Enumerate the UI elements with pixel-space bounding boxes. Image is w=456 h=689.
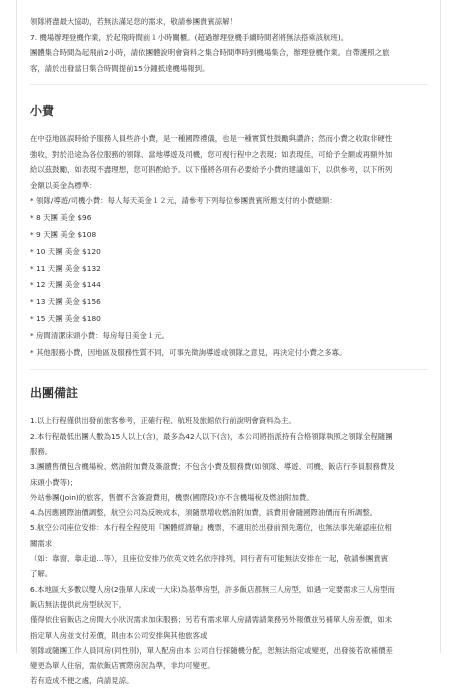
- notes-line: 5.航空公司座位安排：本行程全程使用『團體經濟艙』機票，不適用於出發前預先選位，也無法事先確認座位相: [30, 523, 392, 533]
- tips-extra-item: * 其他服務小費，因地區及服務性質不同，可事先徵詢導遊或領隊之意見，再決定付小費之多寡。: [30, 347, 347, 357]
- notes-line: 4.為因應國際油價調整，航空公司為反映成本，須隨票增收燃油附加費，該費用會隨國際油價而有所調整。: [30, 508, 378, 518]
- intro-section: [30, 14, 428, 76]
- notes-line: 飯店無法提供此房型狀況下，: [30, 599, 127, 609]
- tips-amount-item: * 15 天團 美金 $180: [30, 313, 101, 323]
- notes-line: （如：靠窗、靠走道...等），且座位安排乃依英文姓名依序排列，同行者有可能無法安排在一起，敬請參團貴賓: [30, 554, 389, 564]
- intro-line: 領隊將盡最大協助，若無法滿足您的需求，敬請參團貴賓諒解！: [30, 17, 237, 26]
- tips-amount-item: * 9 天團 美金 $108: [30, 229, 97, 239]
- notes-line: 領隊或隨團工作人員同房(同性別)，單人配房由本 公司自行採隨機分配，恕無法指定或變更，出發後若欲補價差: [30, 645, 393, 655]
- tips-paragraph-line: 給以茲鼓勵，如表現不盡理想，您可斟酌給予。以下僅將各項有必要給予小費的建議如下，以供參考，以下所列: [30, 165, 393, 175]
- intro-line: 團體集合時間為起飛前2小時，請依團體說明會資料之集合時間準時到機場集合，辦理登機作業。自帶護照之旅: [30, 48, 390, 57]
- tips-amount-item: * 8 天團 美金 $96: [30, 213, 92, 223]
- notes-line: 床頭小費等)；: [30, 477, 78, 487]
- notes-line: 變更為單人住宿，需依飯店實際房況為準，非均可變更。: [30, 661, 215, 671]
- notes-line: 1.以上行程僅供出發前旅客參考，正確行程、航班及旅館依行前說明會資料為主。: [30, 416, 296, 426]
- tips-paragraph-line: 金額以美金為標準：: [30, 180, 97, 190]
- notes-section: [30, 413, 428, 688]
- tips-section: [30, 131, 428, 361]
- tips-amount-item: * 11 天團 美金 $132: [30, 263, 101, 273]
- tips-paragraph-line: 在中亞地區誤時給予服務人員些許小費，是一種國際禮儀，也是一種實質性鼓勵與讚許；然而小費之收取非硬性: [30, 134, 393, 143]
- tips-amount-item: * 12 天團 美金 $144: [30, 280, 101, 290]
- notes-line: 3.團體售價包含機場稅、燃油附加費及簽證費；不包含小費及服務費(如領隊、導遊、司機、飯店行李員服務費及: [30, 462, 395, 472]
- tips-paragraph-line: 強收，對於沿途為各位服務的領隊、當地導遊及司機，您可視行程中之表現；如表現佳，可給予全額或再額外加: [30, 149, 393, 159]
- tips-amount-item: * 10 天團 美金 $120: [30, 246, 101, 256]
- notes-line: 僅得依住宿飯店之房間大小狀況需求加床服務；另若有需求單人房請需請業務另外報價並另補單人房差價，如未: [30, 615, 393, 625]
- intro-line: 7. 機場辦理登機作業，於起飛時間前１小時關櫃。(超過辦理登機手續時間者將無法搭乘該航班)。: [30, 32, 349, 42]
- tips-heading: 小費: [30, 104, 55, 118]
- notes-line: 若有造成不便之處，尚請見諒。: [30, 676, 134, 686]
- tips-extra-item: * 房間清潔床頭小費：每房每日美金１元。: [30, 330, 170, 340]
- notes-line: 了解。: [30, 569, 53, 579]
- notes-line: 指定單人房並支付差價，則由本公司安排與其他旅客或: [30, 630, 208, 640]
- tips-amount-item: * 13 天團 美金 $156: [30, 297, 101, 307]
- notes-line: 服務。: [30, 446, 53, 456]
- notes-line: 關需求: [30, 538, 53, 548]
- intro-line: 客，請於出發當日集合時間提前15分鐘抵達機場報到。: [30, 63, 210, 73]
- tips-rule: * 領隊/導遊/司機小費：每人每天美金１２元，請參考下列每位參團貴賓所應支付的小費總額：: [30, 196, 337, 206]
- notes-line: 2.本行程最低出團人數為15人以上(含)，最多為42人以下(含)，本公司將指派持有合格領隊執照之領隊全程隨團: [30, 431, 393, 441]
- itinerary-page: [16, 0, 441, 686]
- notes-line: 外站參團(Join)的旅客，售價不含簽證費用，機票(國際段)亦不含機場稅及燃油附加費。: [30, 492, 314, 502]
- notes-heading: 出團備註: [30, 386, 79, 401]
- notes-line: 6.本地區大多數以雙人房(2張單人床或一大床)為基準房型，許多飯店都無三人房型，如遇一定要需求三人房型而: [30, 584, 395, 594]
